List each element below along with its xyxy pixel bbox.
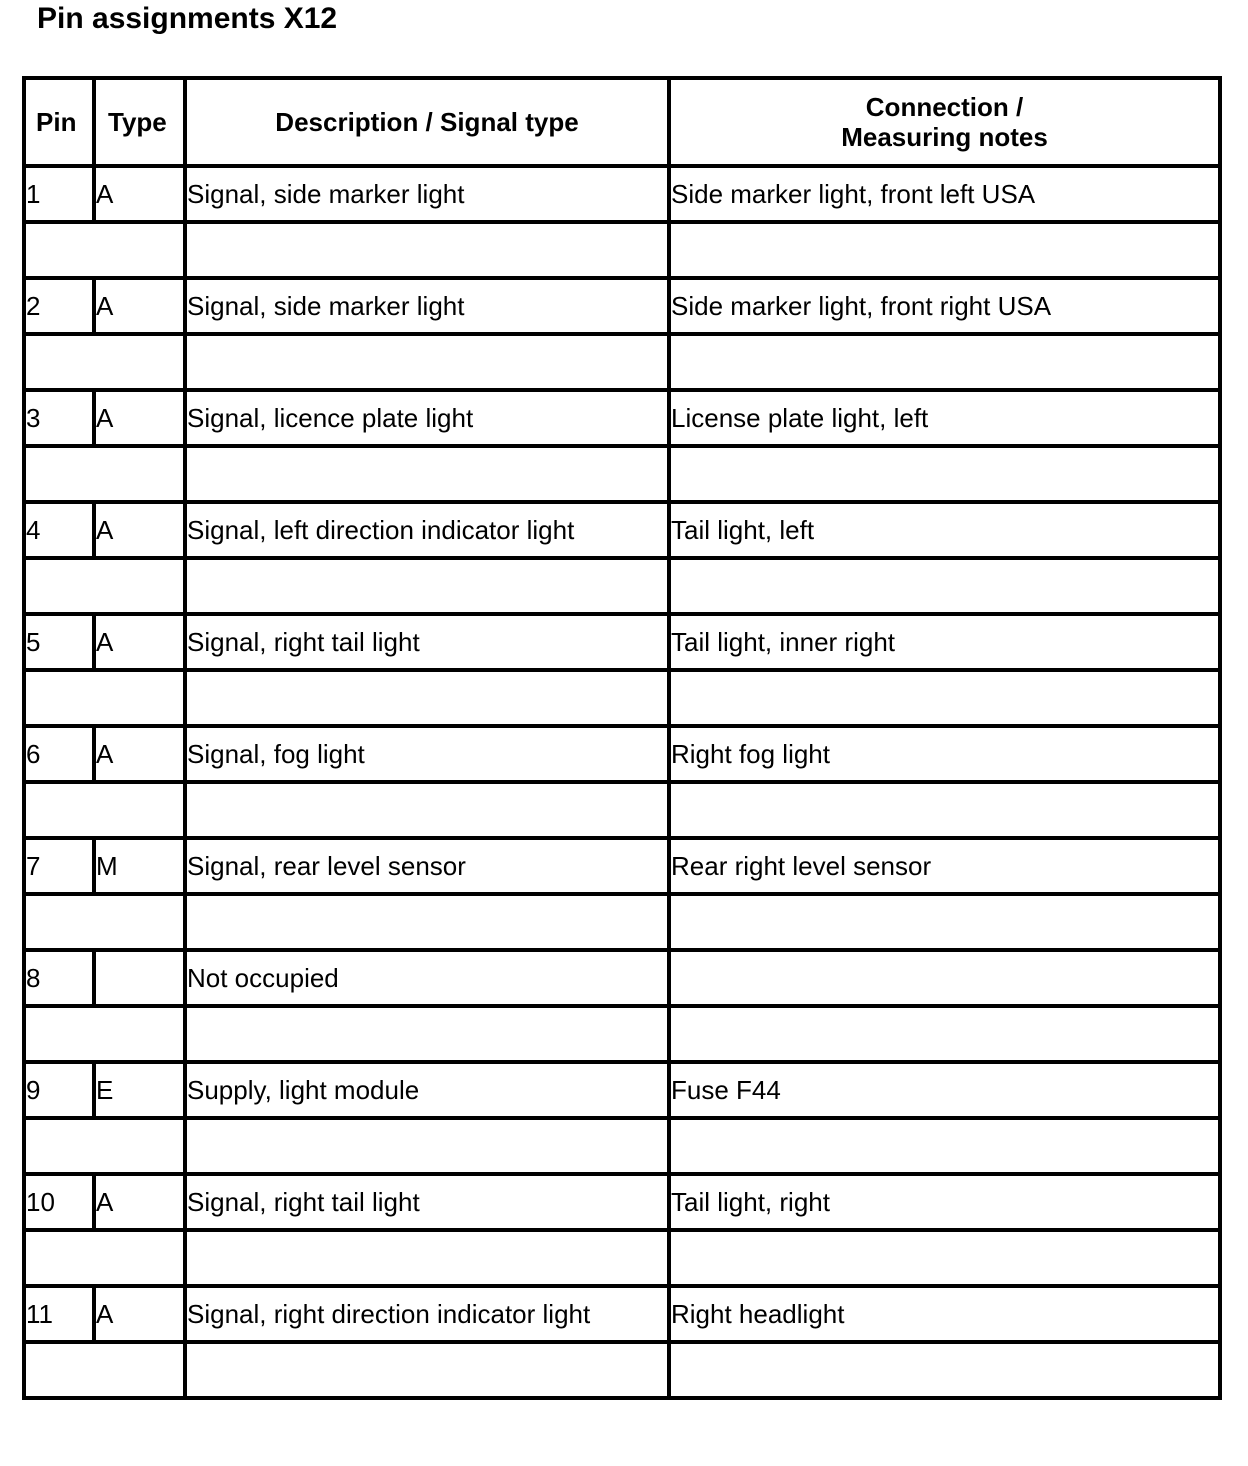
header-pin: Pin: [24, 78, 94, 166]
connection-cell: License plate light, left: [669, 390, 1220, 446]
header-connection-line2: Measuring notes: [841, 122, 1048, 152]
description-cell: Signal, right tail light: [185, 614, 669, 670]
spacer-cell: [24, 1006, 185, 1062]
pin-cell: 1: [24, 166, 94, 222]
spacer-row: [24, 334, 1220, 390]
type-cell: A: [94, 1174, 185, 1230]
pin-cell: 6: [24, 726, 94, 782]
pin-cell: 2: [24, 278, 94, 334]
pin-cell: 10: [24, 1174, 94, 1230]
connection-cell: Right fog light: [669, 726, 1220, 782]
connection-cell: Tail light, inner right: [669, 614, 1220, 670]
table-row: [24, 502, 1220, 558]
connection-cell: Side marker light, front right USA: [669, 278, 1220, 334]
pin-assignment-table: [22, 76, 1222, 1400]
connection-cell: Right headlight: [669, 1286, 1220, 1342]
header-description: Description / Signal type: [185, 78, 669, 166]
spacer-cell: [24, 1118, 185, 1174]
spacer-cell: [669, 670, 1220, 726]
spacer-cell: [185, 1342, 669, 1398]
spacer-cell: [669, 446, 1220, 502]
spacer-row: [24, 222, 1220, 278]
spacer-cell: [185, 558, 669, 614]
spacer-row: [24, 670, 1220, 726]
spacer-row: [24, 782, 1220, 838]
spacer-cell: [669, 894, 1220, 950]
connection-cell: Rear right level sensor: [669, 838, 1220, 894]
description-cell: Not occupied: [185, 950, 669, 1006]
type-cell: A: [94, 1286, 185, 1342]
table-row: [24, 166, 1220, 222]
spacer-cell: [24, 446, 185, 502]
type-cell: A: [94, 390, 185, 446]
spacer-cell: [185, 894, 669, 950]
spacer-cell: [669, 334, 1220, 390]
spacer-row: [24, 1006, 1220, 1062]
spacer-cell: [24, 670, 185, 726]
header-type: Type: [94, 78, 185, 166]
spacer-cell: [185, 334, 669, 390]
description-cell: Signal, right tail light: [185, 1174, 669, 1230]
type-cell: A: [94, 166, 185, 222]
spacer-row: [24, 894, 1220, 950]
table-row: [24, 726, 1220, 782]
spacer-cell: [24, 894, 185, 950]
spacer-cell: [185, 446, 669, 502]
spacer-cell: [185, 670, 669, 726]
table-header-row: [24, 78, 1220, 166]
connection-cell: Fuse F44: [669, 1062, 1220, 1118]
pin-cell: 9: [24, 1062, 94, 1118]
header-connection: [669, 78, 1220, 166]
spacer-cell: [669, 1230, 1220, 1286]
table-row: [24, 1286, 1220, 1342]
spacer-cell: [185, 782, 669, 838]
spacer-row: [24, 558, 1220, 614]
type-cell: A: [94, 614, 185, 670]
table-row: [24, 838, 1220, 894]
description-cell: Signal, rear level sensor: [185, 838, 669, 894]
type-cell: A: [94, 502, 185, 558]
description-cell: Signal, licence plate light: [185, 390, 669, 446]
connection-cell: Side marker light, front left USA: [669, 166, 1220, 222]
table-row: [24, 1174, 1220, 1230]
spacer-cell: [24, 334, 185, 390]
description-cell: Signal, left direction indicator light: [185, 502, 669, 558]
spacer-cell: [24, 782, 185, 838]
description-cell: Supply, light module: [185, 1062, 669, 1118]
table-row: [24, 950, 1220, 1006]
pin-cell: 4: [24, 502, 94, 558]
connection-cell: Tail light, left: [669, 502, 1220, 558]
description-cell: Signal, side marker light: [185, 166, 669, 222]
spacer-cell: [24, 1230, 185, 1286]
connection-cell: Tail light, right: [669, 1174, 1220, 1230]
type-cell: A: [94, 726, 185, 782]
spacer-cell: [669, 1118, 1220, 1174]
spacer-cell: [669, 1342, 1220, 1398]
description-cell: Signal, right direction indicator light: [185, 1286, 669, 1342]
spacer-cell: [24, 558, 185, 614]
spacer-cell: [24, 222, 185, 278]
header-connection-line1: Connection /: [865, 92, 1024, 122]
type-cell: [94, 950, 185, 1006]
spacer-cell: [669, 1006, 1220, 1062]
spacer-row: [24, 1342, 1220, 1398]
spacer-cell: [185, 1230, 669, 1286]
table-row: [24, 390, 1220, 446]
spacer-row: [24, 446, 1220, 502]
pin-cell: 11: [24, 1286, 94, 1342]
description-cell: Signal, fog light: [185, 726, 669, 782]
spacer-cell: [24, 1342, 185, 1398]
spacer-row: [24, 1118, 1220, 1174]
description-cell: Signal, side marker light: [185, 278, 669, 334]
spacer-cell: [669, 222, 1220, 278]
spacer-cell: [185, 1118, 669, 1174]
spacer-cell: [185, 1006, 669, 1062]
type-cell: M: [94, 838, 185, 894]
type-cell: E: [94, 1062, 185, 1118]
connection-cell: [669, 950, 1220, 1006]
spacer-row: [24, 1230, 1220, 1286]
pin-cell: 5: [24, 614, 94, 670]
table-row: [24, 614, 1220, 670]
table-row: [24, 1062, 1220, 1118]
pin-cell: 8: [24, 950, 94, 1006]
spacer-cell: [185, 222, 669, 278]
pin-cell: 7: [24, 838, 94, 894]
table-row: [24, 278, 1220, 334]
page-title: Pin assignments X12: [37, 2, 338, 35]
spacer-cell: [669, 782, 1220, 838]
type-cell: A: [94, 278, 185, 334]
spacer-cell: [669, 558, 1220, 614]
pin-cell: 3: [24, 390, 94, 446]
